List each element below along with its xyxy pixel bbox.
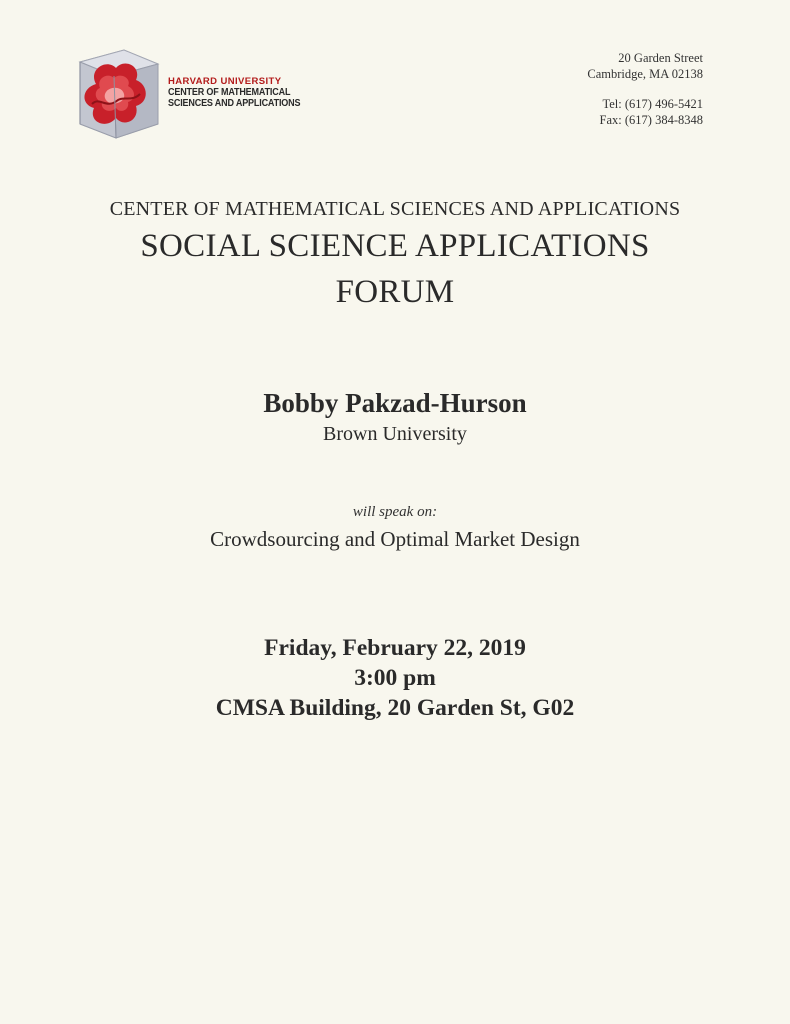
talk-intro: will speak on: <box>352 504 438 520</box>
talk-block <box>0 504 790 552</box>
address-city: Cambridge, MA 02138 <box>587 67 703 81</box>
speaker-affiliation: Brown University <box>323 423 467 445</box>
address-fax: Fax: (617) 384-8348 <box>599 113 703 127</box>
event-time: 3:00 pm <box>354 665 436 691</box>
talk-title: Crowdsourcing and Optimal Market Design <box>210 527 580 551</box>
cmsa-wordmark <box>168 76 322 109</box>
logo-line-center: CENTER OF MATHEMATICAL <box>168 86 291 98</box>
address-street: 20 Garden Street <box>618 51 703 65</box>
logo-line-sciences: SCIENCES AND APPLICATIONS <box>168 97 301 109</box>
speaker-block <box>0 388 790 446</box>
cmsa-logo-icon <box>66 44 162 140</box>
title-block <box>0 198 790 313</box>
contact-address <box>587 50 703 128</box>
logo-line-harvard: HARVARD UNIVERSITY <box>168 76 282 87</box>
forum-title-line-2: FORUM <box>335 274 455 310</box>
event-details <box>0 633 790 723</box>
event-location: CMSA Building, 20 Garden St, G02 <box>215 695 575 721</box>
forum-title-line-1: SOCIAL SCIENCE APPLICATIONS <box>140 228 650 264</box>
address-tel: Tel: (617) 496-5421 <box>602 97 703 111</box>
event-date: Friday, February 22, 2019 <box>264 635 526 661</box>
center-name: CENTER OF MATHEMATICAL SCIENCES AND APPLICATIONS <box>109 198 681 220</box>
speaker-name: Bobby Pakzad-Hurson <box>263 388 527 418</box>
